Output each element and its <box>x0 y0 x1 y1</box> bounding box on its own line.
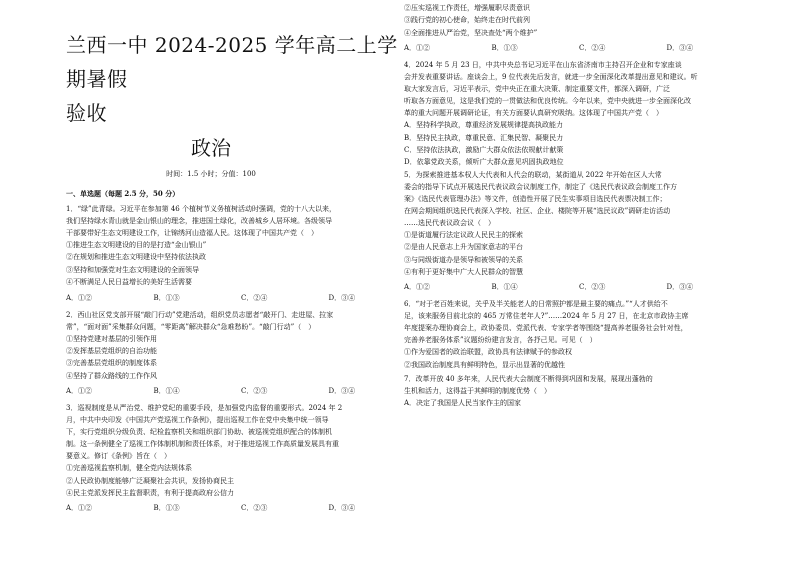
choice-b[interactable]: B．①③ <box>491 44 518 53</box>
choice-d[interactable]: D．③④ <box>328 387 356 396</box>
statement-option: ③坚持和加强党对生态文明建设的全面领导 <box>66 265 199 274</box>
statement-option: ④民主党派发挥民主监督职责，有利于提高政府公信力 <box>66 489 234 498</box>
choice-c[interactable]: C．②③ <box>579 283 606 292</box>
choice-b[interactable]: B．①③ <box>153 504 180 513</box>
exam-info: 时间：1.5 小时；分值：100 <box>166 170 256 178</box>
answer-choices <box>66 384 416 398</box>
choice-a[interactable]: A．①② <box>66 293 93 302</box>
question-text-line: 年度提案办理协商会上，政协委员、党派代表、专家学者等围绕“提高养老服务社会针对性， <box>404 324 688 333</box>
statement-option: ②发挥基层党组织的自治功能 <box>66 347 157 356</box>
exam-title-line1: 兰西一中 2024-2025 学年高二上学期暑假 <box>66 33 398 91</box>
question-text-line: 完善养老服务体系”议题纷纷建言发言，各抒己见。可见（ ） <box>404 336 597 345</box>
answer-choices <box>404 41 754 55</box>
question-text-line: 取大家发言后，习近平表示，党中央正在重大决策、制定重要文件，都深入调研，广泛 <box>404 85 670 94</box>
statement-option: ①是街道履行法定议政人民民主的探索 <box>404 230 523 239</box>
exam-subject: 政治 <box>191 136 231 160</box>
choice-option[interactable]: A．决定了我国是人民当家作主的国家 <box>404 399 522 408</box>
statement-option: ④全面推进从严治党，坚决查处“两个维护” <box>404 28 538 37</box>
question-text-line: 干部要带好生态文明建设工作，让锦绣河山造福人民。这体现了中国共产党（ ） <box>66 229 318 237</box>
question-text-line: 下，实行党组织分级负责、纪检监察机关和组织部门协助、被巡视党组织配合的体制机 <box>66 428 332 437</box>
question-text-line: 革的重大问题开展调研论证，有关方面要认真研究吸纳。这体现了中国共产党（ ） <box>404 109 663 118</box>
statement-option: ②压实巡视工作责任，增强履职尽责意识 <box>404 4 530 12</box>
statement-option: ①推进生态文明建设的目的是打造“金山银山” <box>66 241 207 249</box>
question-text-line: 常”，“面对面”采集群众问题，“零距离”解决群众“急难愁盼”。“敲门行动”（ ） <box>66 322 316 331</box>
answer-choices <box>66 501 416 515</box>
question-3-continued <box>404 2 754 55</box>
statement-option: ②是由人民意志上升为国家意志的平台 <box>404 243 523 252</box>
question-text-line: 7．改革开放 40 多年来，人民代表大会制度不断得到巩固和发展，展现出蓬勃的 <box>404 375 653 384</box>
choice-d[interactable]: D．③④ <box>328 504 356 513</box>
answer-choices <box>404 280 754 294</box>
choice-option[interactable]: C．坚持依法执政，激励广大群众依法依规献计献策 <box>404 146 564 155</box>
question-text-line: 案》《选民代表管理办法》等文件，创造性开展了民生实事项目选民代表票决制工作； <box>404 194 667 203</box>
choice-b[interactable]: B．①④ <box>491 283 518 292</box>
choice-option[interactable]: A．坚持科学执政，尊重经济发展规律提高执政能力 <box>404 121 564 130</box>
question-text-line: 5．为探索推进基本权人大代表和人代会的联动，某街道从 2022 年开始在区人大常 <box>404 170 662 179</box>
answer-choices <box>66 291 416 305</box>
question-text-line: 6．“对于老百姓来说，关乎及半关能老人的日常照护都是最主要的痛点。”“人才供给不 <box>404 300 668 309</box>
statement-option: ①完善巡视监察机制，健全党内法规体系 <box>66 464 192 473</box>
question-text-line: 听取各方面意见，这是我们党的一贯做法和优良传统。今年以来，党中央就进一步全面深化改 <box>404 97 691 106</box>
question-text-line: 月，中共中央印发《中国共产党巡视工作条例》，提出巡视工作在党中央集中统一领导 <box>66 416 329 425</box>
question-text-line: 2．西山社区党支部开展“敲门行动”党建活动，组织党员志愿者“敲开门、走进屋、拉家 <box>66 310 334 319</box>
choice-d[interactable]: D．③④ <box>328 293 356 302</box>
statement-option: ④不断满足人民日益增长的美好生活需要 <box>66 278 192 287</box>
question-text-line: 生机和活力，这得益于其鲜明的制度优势（ ） <box>404 387 551 396</box>
statement-option: ④有利于更好集中广大人民群众的智慧 <box>404 268 523 277</box>
choice-c[interactable]: C．②④ <box>579 44 606 53</box>
question-5 <box>404 169 754 295</box>
statement-option: ②在规划和推进生态文明建设中坚持依法执政 <box>66 253 206 262</box>
choice-option[interactable]: D．依靠党政关系，倾听广大群众意见巩固执政地位 <box>404 158 564 167</box>
statement-option: ③践行党的初心使命，始终走在时代前列 <box>404 16 530 25</box>
left-column <box>66 28 416 519</box>
statement-option: ③完善基层党组织的制度体系 <box>66 359 157 368</box>
choice-b[interactable]: B．①③ <box>153 293 180 302</box>
question-3 <box>66 402 416 515</box>
question-text-line: 会并发表重要讲话。座谈会上，9 位代表先后发言，就进一步全面深化改革提出意见和建议。听 <box>404 73 698 82</box>
statement-option: ①作为爱国者的政治联盟，政协具有法律赋予的参政权 <box>404 348 572 357</box>
choice-a[interactable]: A．①② <box>66 387 93 396</box>
section-heading: 一、单选题（每题 2.5 分，50 分） <box>66 189 180 198</box>
choice-a[interactable]: A．①② <box>404 283 431 292</box>
question-2 <box>66 309 416 399</box>
choice-c[interactable]: C．②③ <box>241 387 268 396</box>
question-text-line: 要意义。修订《条例》旨在（ ） <box>66 452 171 461</box>
choice-a[interactable]: A．①② <box>404 44 431 53</box>
question-6 <box>404 298 754 371</box>
question-7 <box>404 373 754 409</box>
question-text-line: 在网会期间组织选民代表深入学校、社区、企业、楼院等开展“选民议政”调研走访活动 <box>404 206 671 215</box>
choice-a[interactable]: A．①② <box>66 504 93 513</box>
question-1 <box>66 203 416 305</box>
statement-option: ②人民政协制度能够广泛凝聚社会共识，发扬协商民主 <box>66 476 234 485</box>
question-text-line: 制。这一条例健全了巡视工作体制机制和责任体系，对于推进巡视工作高质量发展具有重 <box>66 440 339 449</box>
question-4 <box>404 59 754 169</box>
statement-option: ②我国政治制度具有鲜明特色，显示出显著的优越性 <box>404 360 565 369</box>
question-text-line: 我们坚持绿水青山就是金山银山的理念，推进国土绿化，改善城乡人居环境。各级领导 <box>66 217 332 225</box>
choice-option[interactable]: B．坚持民主执政，尊重民意、汇集民智、凝聚民力 <box>404 133 564 142</box>
question-text-line: 足，该来服务目前北京的 465 万常住老年人?”……2024 年 5 月 27 日，在北京市政协主席 <box>404 312 689 321</box>
statement-option: ④坚持了群众路线的工作作风 <box>66 371 157 380</box>
choice-b[interactable]: B．①④ <box>153 387 180 396</box>
question-text-line: 3．巡视制度是从严治党、维护党纪的重要手段，是加强党内监督的重要形式。2024 年 2 <box>66 404 343 413</box>
statement-option: ①坚持党建对基层的引领作用 <box>66 334 157 343</box>
question-text-line: ……选民代表议政会议（ ） <box>404 218 495 227</box>
right-column <box>404 2 754 410</box>
choice-c[interactable]: C．②③ <box>241 504 268 513</box>
question-text-line: 4．2024 年 5 月 23 日，中共中央总书记习近平在山东省济南市主持召开企业和专家座谈 <box>404 61 682 70</box>
exam-title-line2: 验收 <box>66 101 107 125</box>
question-text-line: 1．“绿”此青绿。习近平在参加第 46 个植树节义务植树活动时强调，党的十八大以来， <box>66 205 336 213</box>
question-text-line: 委会的指导下试点开展选民代表议政会议制度工作，制定了《选民代表议政会制度工作方 <box>404 182 677 191</box>
choice-d[interactable]: D．③④ <box>666 44 694 53</box>
choice-d[interactable]: D．③④ <box>666 283 694 292</box>
choice-c[interactable]: C．②④ <box>241 293 268 302</box>
statement-option: ③与同级街道办是领导和被领导的关系 <box>404 255 523 264</box>
